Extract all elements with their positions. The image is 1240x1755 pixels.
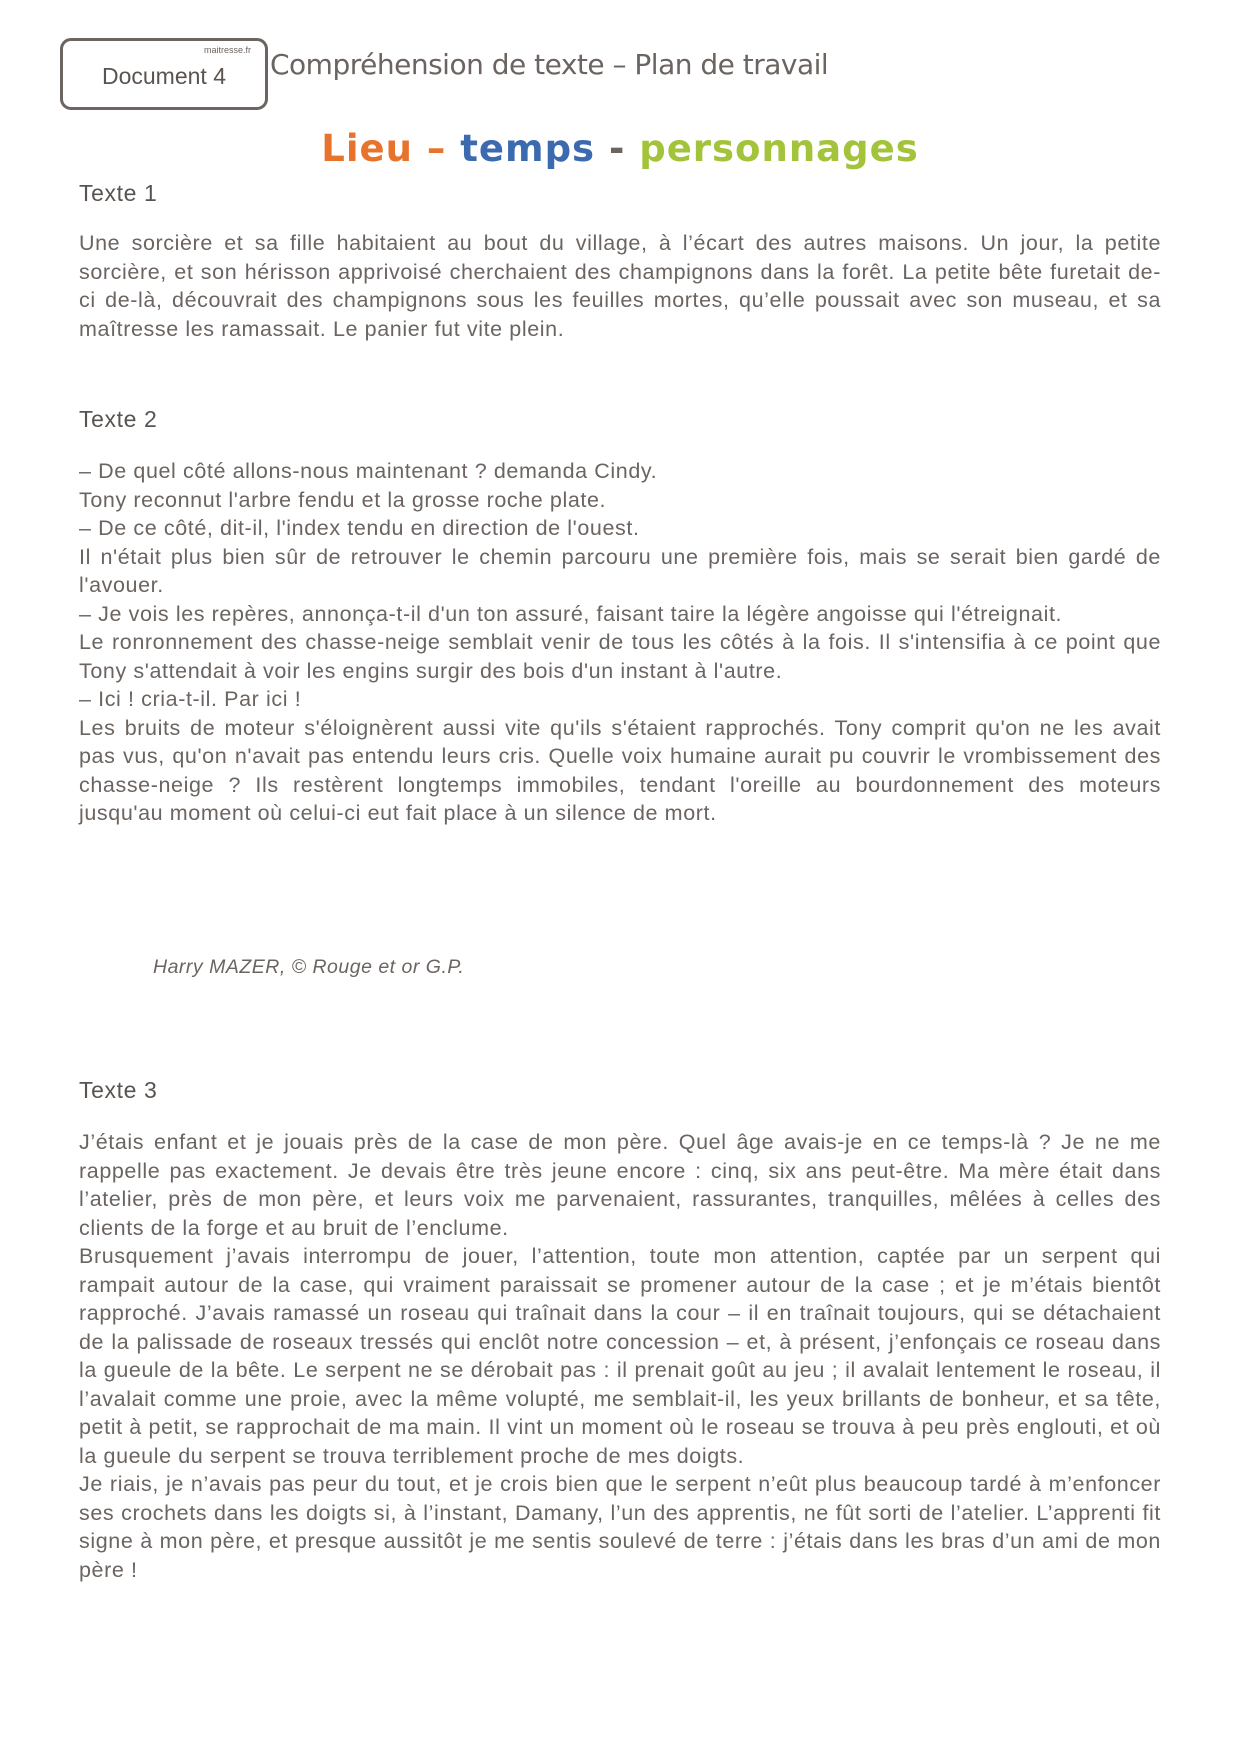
texte2-citation: Harry MAZER, © Rouge et or G.P. (153, 956, 465, 978)
texte1-heading: Texte 1 (79, 180, 158, 206)
texte3-paragraph: J’étais enfant et je jouais près de la case de mon père. Quel âge avais-je en ce temps-là ? Je ne me rappelle pas exactement. Je devais être très jeune encore : cinq, six ans peut-être. Ma mère était dans l’atelier, près de mon père, et leurs voix me parvenaient, rassurantes, tranquilles, mêlées à celles des clients de la forge et au bruit de l’enclume. (79, 1130, 1161, 1240)
texte2-line: Le ronronnement des chasse-neige semblait venir de tous les côtés à la fois. Il s'intensifia à ce point que Tony s'attendait à voir les engins surgir des bois d'un instant à l'autre. (79, 630, 1161, 683)
texte1-paragraph: Une sorcière et sa fille habitaient au bout du village, à l’écart des autres maisons. Un jour, la petite sorcière, et son hérisson apprivoisé cherchaient des champignons dans la forêt. La petite bête furetait de-ci de-là, découvrait des champignons sous les feuilles mortes, qu’elle poussait avec son museau, et sa maîtresse les ramassait. Le panier fut vite plein. (79, 231, 1161, 341)
texte2-line: – De quel côté allons-nous maintenant ? demanda Cindy. (79, 459, 658, 483)
title-separator-2: - (595, 127, 640, 170)
texte2-line: – Ici ! cria-t-il. Par ici ! (79, 687, 302, 711)
texte2-heading: Texte 2 (79, 406, 158, 432)
texte2-line: Les bruits de moteur s'éloignèrent aussi vite qu'ils s'étaient rapprochés. Tony comprit qu'on ne les avait pas vus, qu'on n'avait pas entendu leurs cris. Quelle voix humaine aurait pu couvrir le vrombissement des chasse-neige ? Ils restèrent longtemps immobiles, tendant l'oreille au bourdonnement des moteurs jusqu'au moment où celui-ci eut fait place à un silence de mort. (79, 715, 1161, 825)
document-label: Document 4 (101, 63, 226, 89)
texte1-body (79, 229, 1161, 343)
texte2-body (79, 457, 1161, 828)
title-word-personnages: personnages (639, 127, 919, 170)
header-title: Compréhension de texte – Plan de travail (270, 48, 829, 81)
texte2-line: – De ce côté, dit-il, l'index tendu en direction de l'ouest. (79, 516, 640, 540)
title-separator-1: – (412, 127, 461, 170)
document-badge (60, 38, 268, 110)
texte2-line: – Je vois les repères, annonça-t-il d'un ton assuré, faisant taire la légère angoisse qui l'étreignait. (79, 601, 1063, 626)
title-word-temps: temps (460, 127, 596, 170)
site-label: maitresse.fr (203, 45, 251, 55)
texte3-body (79, 1128, 1161, 1584)
texte3-paragraph: Brusquement j’avais interrompu de jouer, l’attention, toute mon attention, captée par un serpent qui rampait autour de la case, qui vraiment paraissait se promener autour de la case ; et je m’étais bientôt rapproché. J’avais ramassé un roseau qui traînait dans la cour – il en traînait toujours, qui se détachaient de la palissade de roseaux tressés qui enclôt notre concession – et, à présent, j’enfonçais ce roseau dans la gueule de la bête. Le serpent ne se dérobait pas : il prenait goût au jeu ; il avalait lentement le roseau, il l’avalait comme une proie, avec la même volupté, me semblait-il, les yeux brillants de bonheur, et sa tête, petit à petit, se rapprochait de ma main. Il vint un moment où le roseau se trouva à peu près englouti, et où la gueule du serpent se trouva terriblement proche de mes doigts. (79, 1244, 1161, 1468)
title-word-lieu: Lieu (321, 127, 413, 170)
main-title (0, 127, 1240, 170)
texte2-line: Tony reconnut l'arbre fendu et la grosse roche plate. (79, 487, 607, 512)
texte2-line: Il n'était plus bien sûr de retrouver le chemin parcouru une première fois, mais se serait bien gardé de l'avouer. (79, 544, 1161, 597)
texte3-paragraph: Je riais, je n’avais pas peur du tout, et je crois bien que le serpent n’eût plus beaucoup tardé à m’enfoncer ses crochets dans les doigts si, à l’instant, Damany, l’un des apprentis, ne fût sorti de l’atelier. L’apprenti fit signe à mon père, et presque aussitôt je me sentis soulevé de terre : j’étais dans les bras d’un ami de mon père ! (79, 1472, 1161, 1582)
texte3-heading: Texte 3 (79, 1077, 158, 1103)
